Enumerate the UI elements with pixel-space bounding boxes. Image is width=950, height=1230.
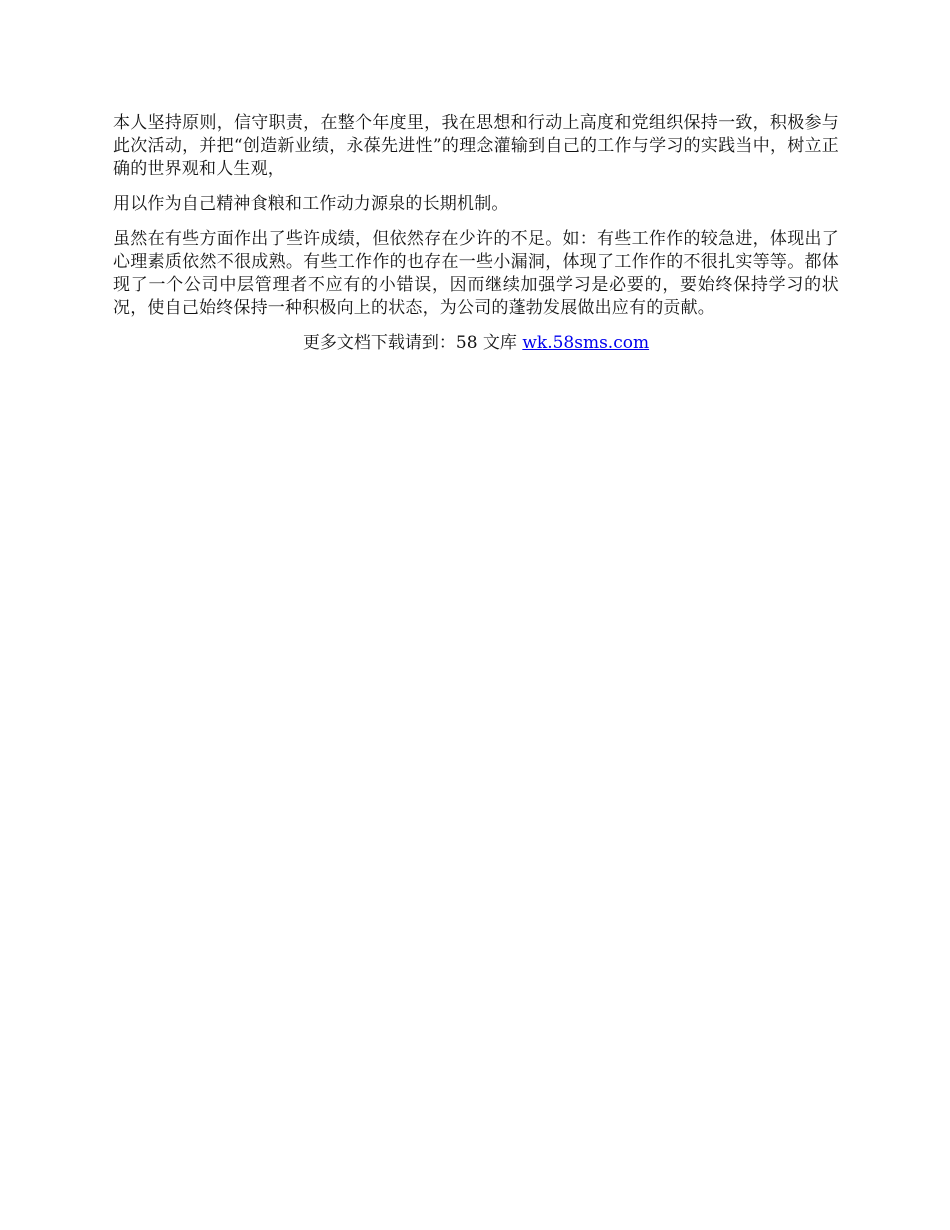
document-page (113, 112, 839, 355)
download-footer (113, 332, 839, 355)
paragraph-3: 虽然在有些方面作出了些许成绩，但依然存在少许的不足。如：有些工作作的较急进，体现出了心理素质依然不很成熟。有些工作作的也存在一些小漏洞，体现了工作作的不很扎实等等。都体现了一个公司中层管理者不应有的小错误，因而继续加强学习是必要的，要始终保持学习的状况，使自己始终保持一种积极向上的状态，为公司的蓬勃发展做出应有的贡献。 (113, 229, 839, 318)
paragraph-2: 用以作为自己精神食粮和工作动力源泉的长期机制。 (113, 194, 509, 214)
footer-prefix-text: 更多文档下载请到：58 文库 (302, 333, 523, 353)
footer-link[interactable]: wk.58sms.com (522, 333, 650, 353)
paragraph-1: 本人坚持原则，信守职责，在整个年度里，我在思想和行动上高度和党组织保持一致，积极参与此次活动，并把“创造新业绩，永葆先进性”的理念灌输到自己的工作与学习的实践当中，树立正确的世界观和人生观， (113, 113, 839, 179)
